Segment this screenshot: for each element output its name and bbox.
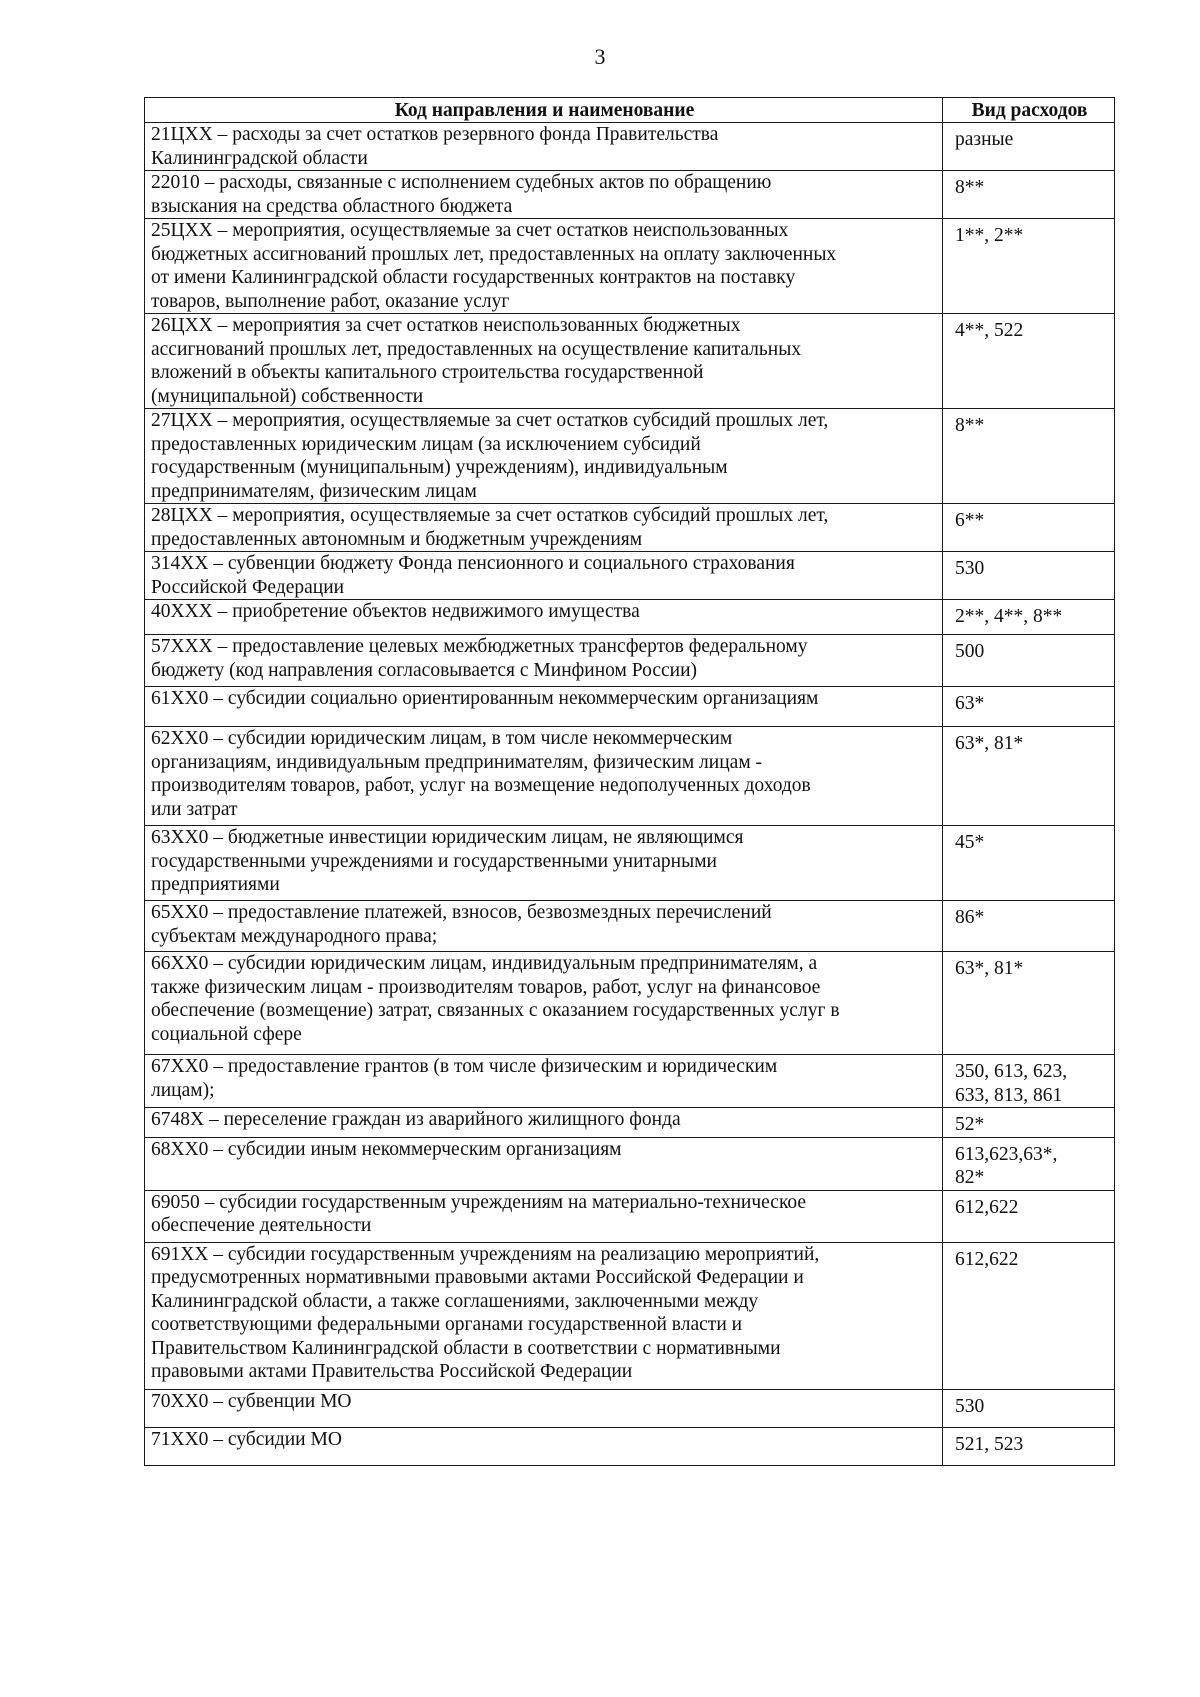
direction-code-name	[145, 1389, 943, 1427]
expense-type-text: 612,622	[955, 1196, 1019, 1218]
direction-code-name-text: 22010 – расходы, связанные с исполнением судебных актов по обращению взыскания на средства областного бюджета	[151, 172, 772, 217]
expense-type	[943, 826, 1115, 901]
table-row	[145, 409, 1115, 504]
direction-code-name	[145, 727, 943, 826]
direction-code-name	[145, 409, 943, 504]
table-row	[145, 727, 1115, 826]
table-row	[145, 901, 1115, 952]
direction-code-name-text: 67ХХ0 – предоставление грантов (в том числе физическим и юридическим лицам);	[151, 1056, 778, 1101]
direction-code-name	[145, 552, 943, 600]
expense-type-text: 613,623,63*, 82*	[955, 1143, 1058, 1188]
table-row	[145, 826, 1115, 901]
direction-code-name	[145, 635, 943, 687]
expense-type	[943, 952, 1115, 1055]
direction-code-name	[145, 1427, 943, 1465]
header-code-and-name: Код направления и наименование	[145, 98, 943, 123]
direction-code-name	[145, 171, 943, 219]
table-row	[145, 1055, 1115, 1108]
expense-type-text: разные	[955, 129, 1014, 150]
direction-code-name	[145, 123, 943, 171]
direction-code-name-text: 70ХХ0 – субвенции МО	[151, 1390, 352, 1412]
table-row	[145, 1242, 1115, 1389]
table-row	[145, 1108, 1115, 1138]
table-row	[145, 635, 1115, 687]
expense-type-text: 8**	[955, 177, 985, 198]
expense-type-text: 45*	[955, 832, 985, 853]
expense-type	[943, 123, 1115, 171]
table-row	[145, 314, 1115, 409]
table-row	[145, 952, 1115, 1055]
direction-code-name-text: 57ХХХ – предоставление целевых межбюджетных трансфертов федеральному бюджету (код направления согласовывается с Минфином России)	[151, 636, 808, 681]
header-expense-type: Вид расходов	[943, 98, 1115, 123]
table-row	[145, 687, 1115, 727]
expense-type	[943, 1108, 1115, 1138]
table-header-row	[145, 98, 1115, 123]
expense-type	[943, 1427, 1115, 1465]
direction-code-name-text: 691ХХ – субсидии государственным учреждениям на реализацию мероприятий, предусмотренных нормативными правовыми актами Российской Федерации и Калининградской области, а также соглашениями, заключенными между соответствующими федеральными органами государственной власти и Правительством Калининградской области в соответствии с нормативными правовыми актами Правительства Российской Федерации	[151, 1243, 820, 1382]
direction-code-name-text: 27ЦХХ – мероприятия, осуществляемые за счет остатков субсидий прошлых лет, предоставленных юридическим лицам (за исключением субсидий государственным (муниципальным) учреждениям), индивидуальным предпринимателям, физическим лицам	[151, 410, 829, 502]
expense-type	[943, 504, 1115, 552]
direction-code-name-text: 28ЦХХ – мероприятия, осуществляемые за счет остатков субсидий прошлых лет, предоставленных автономным и бюджетным учреждениям	[151, 505, 829, 550]
expense-type-text: 530	[955, 558, 985, 579]
direction-code-name	[145, 1108, 943, 1138]
direction-code-name-text: 71ХХ0 – субсидии МО	[151, 1428, 342, 1450]
direction-code-name	[145, 314, 943, 409]
expense-type	[943, 687, 1115, 727]
expense-type	[943, 901, 1115, 952]
direction-code-name-text: 68ХХ0 – субсидии иным некоммерческим организациям	[151, 1138, 622, 1160]
direction-code-name	[145, 687, 943, 727]
expense-type	[943, 635, 1115, 687]
direction-code-name-text: 6748Х – переселение граждан из аварийного жилищного фонда	[151, 1109, 681, 1130]
table-row	[145, 552, 1115, 600]
table-row	[145, 1389, 1115, 1427]
direction-code-name	[145, 1137, 943, 1190]
expense-type-text: 8**	[955, 415, 985, 436]
expense-type-text: 1**, 2**	[955, 225, 1024, 246]
expense-type-text: 350, 613, 623, 633, 813, 861	[955, 1061, 1068, 1106]
table-row	[145, 600, 1115, 635]
page-number: 3	[594, 44, 606, 69]
expenditure-codes-table	[144, 97, 1115, 1466]
expense-type	[943, 409, 1115, 504]
table-row	[145, 123, 1115, 171]
direction-code-name	[145, 219, 943, 314]
direction-code-name-text: 314ХХ – субвенции бюджету Фонда пенсионного и социального страхования Российской Федерации	[151, 553, 795, 598]
direction-code-name-text: 26ЦХХ – мероприятия за счет остатков неиспользованных бюджетных ассигнований прошлых лет, предоставленных на осуществление капитальных вложений в объекты капитального строительства государственной (муниципальной) собственности	[151, 315, 802, 407]
direction-code-name-text: 66ХХ0 – субсидии юридическим лицам, индивидуальным предпринимателям, а также физическим лицам - производителям товаров, работ, услуг на финансовое обеспечение (возмещение) затрат, связанных с оказанием государственных услуг в социальной сфере	[151, 953, 840, 1045]
expense-type	[943, 314, 1115, 409]
expense-type	[943, 171, 1115, 219]
expense-type-text: 521, 523	[955, 1433, 1024, 1455]
expense-type	[943, 1242, 1115, 1389]
direction-code-name-text: 62ХХ0 – субсидии юридическим лицам, в том числе некоммерческим организациям, индивидуальным предпринимателям, физическим лицам - производителям товаров, работ, услуг на возмещение недополученных доходов или затрат	[151, 728, 811, 820]
table-row	[145, 171, 1115, 219]
direction-code-name-text: 21ЦХХ – расходы за счет остатков резервного фонда Правительства Калининградской области	[151, 124, 719, 169]
table-body	[145, 123, 1115, 1466]
table-row	[145, 1137, 1115, 1190]
direction-code-name	[145, 952, 943, 1055]
table-row	[145, 1427, 1115, 1465]
expense-type	[943, 219, 1115, 314]
direction-code-name-text: 65ХХ0 – предоставление платежей, взносов, безвозмездных перечислений субъектам международного права;	[151, 902, 772, 947]
expense-type-text: 63*, 81*	[955, 733, 1024, 754]
expense-type-text: 530	[955, 1395, 985, 1417]
expense-type	[943, 1055, 1115, 1108]
table-row	[145, 219, 1115, 314]
direction-code-name-text: 69050 – субсидии государственным учреждениям на материально-техническое обеспечение деятельности	[151, 1191, 807, 1236]
expense-type-text: 612,622	[955, 1248, 1019, 1270]
direction-code-name	[145, 1055, 943, 1108]
expense-type	[943, 727, 1115, 826]
expense-type	[943, 1137, 1115, 1190]
expense-type	[943, 600, 1115, 635]
direction-code-name	[145, 504, 943, 552]
direction-code-name	[145, 600, 943, 635]
expense-type-text: 86*	[955, 907, 985, 928]
expense-type	[943, 552, 1115, 600]
direction-code-name-text: 61ХХ0 – субсидии социально ориентированным некоммерческим организациям	[151, 688, 819, 709]
direction-code-name-text: 63ХХ0 – бюджетные инвестиции юридическим лицам, не являющимся государственными учреждениями и государственными унитарными предприятиями	[151, 827, 744, 895]
expense-type	[943, 1190, 1115, 1242]
expense-type-text: 6**	[955, 510, 985, 531]
direction-code-name-text: 40ХХХ – приобретение объектов недвижимого имущества	[151, 601, 640, 622]
expense-type-text: 63*	[955, 693, 985, 714]
table-row	[145, 504, 1115, 552]
direction-code-name	[145, 1242, 943, 1389]
table-row	[145, 1190, 1115, 1242]
direction-code-name	[145, 1190, 943, 1242]
expense-type-text: 500	[955, 641, 985, 662]
expense-type-text: 4**, 522	[955, 320, 1024, 341]
expense-type-text: 63*, 81*	[955, 958, 1024, 979]
expense-type-text: 52*	[955, 1114, 985, 1135]
direction-code-name-text: 25ЦХХ – мероприятия, осуществляемые за счет остатков неиспользованных бюджетных ассигнований прошлых лет, предоставленных на оплату заключенных от имени Калининградской области государственных контрактов на поставку товаров, выполнение работ, оказание услуг	[151, 220, 837, 312]
expense-type-text: 2**, 4**, 8**	[955, 606, 1063, 627]
direction-code-name	[145, 826, 943, 901]
expense-type	[943, 1389, 1115, 1427]
direction-code-name	[145, 901, 943, 952]
